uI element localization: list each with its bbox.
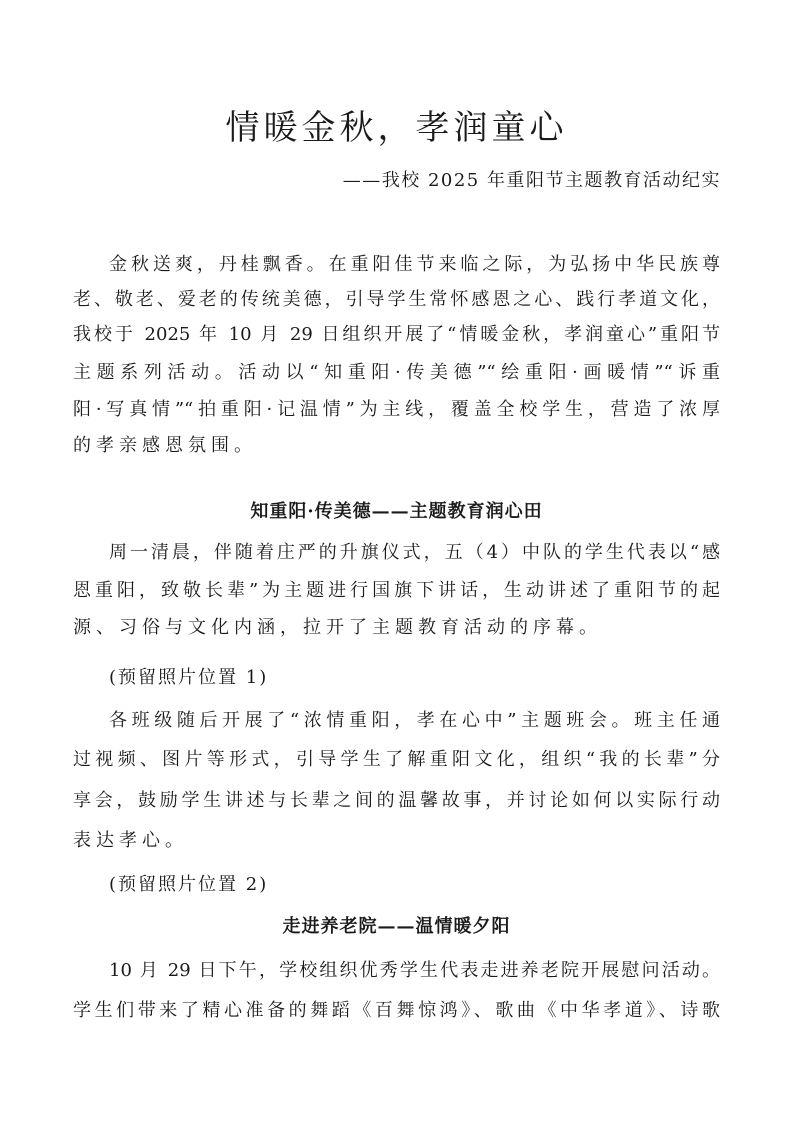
- paragraph-line: 老、敬老、爱老的传统美德，引导学生常怀感恩之心、践行孝道文化，: [73, 289, 720, 310]
- document-title: 情暖金秋，孝润童心: [225, 108, 568, 148]
- document-subtitle: ——我校 2025 年重阳节主题教育活动纪实: [342, 170, 721, 191]
- paragraph-line: 学生们带来了精心准备的舞蹈《百舞惊鸿》、歌曲《中华孝道》、诗歌: [73, 1000, 720, 1021]
- paragraph-line: 过视频、图片等形式，引导学生了解重阳文化，组织“我的长辈”分: [73, 749, 720, 770]
- paragraph-line: 周一清晨，伴随着庄严的升旗仪式，五（4）中队的学生代表以“感: [109, 542, 720, 563]
- photo-placeholder-1: (预留照片位置 1): [109, 667, 269, 688]
- paragraph-line: 表达孝心。: [73, 830, 188, 851]
- paragraph-line: 主题系列活动。活动以“知重阳·传美德”“绘重阳·画暖情”“诉重: [73, 362, 720, 383]
- section-heading: 走进养老院——温情暖夕阳: [282, 916, 511, 937]
- paragraph-line: 我校于 2025 年 10 月 29 日组织开展了“情暖金秋，孝润童心”重阳节: [73, 324, 720, 345]
- paragraph-line: 金秋送爽，丹桂飘香。在重阳佳节来临之际，为弘扬中华民族尊: [109, 254, 720, 275]
- paragraph-line: 享会，鼓励学生讲述与长辈之间的温馨故事，并讨论如何以实际行动: [73, 790, 720, 811]
- paragraph-line: 恩重阳，致敬长辈”为主题进行国旗下讲话，生动讲述了重阳节的起: [73, 580, 720, 601]
- paragraph-line: 源、习俗与文化内涵，拉开了主题教育活动的序幕。: [73, 617, 602, 638]
- section-heading: 知重阳·传美德——主题教育润心田: [250, 501, 543, 522]
- paragraph-line: 阳·写真情”“拍重阳·记温情”为主线，覆盖全校学生，营造了浓厚: [73, 399, 720, 420]
- paragraph-line: 10 月 29 日下午，学校组织优秀学生代表走进养老院开展慰问活动。: [109, 960, 720, 981]
- photo-placeholder-2: (预留照片位置 2): [109, 874, 269, 895]
- paragraph-line: 各班级随后开展了“浓情重阳，孝在心中”主题班会。班主任通: [109, 710, 720, 731]
- paragraph-line: 的孝亲感恩氛围。: [73, 435, 257, 456]
